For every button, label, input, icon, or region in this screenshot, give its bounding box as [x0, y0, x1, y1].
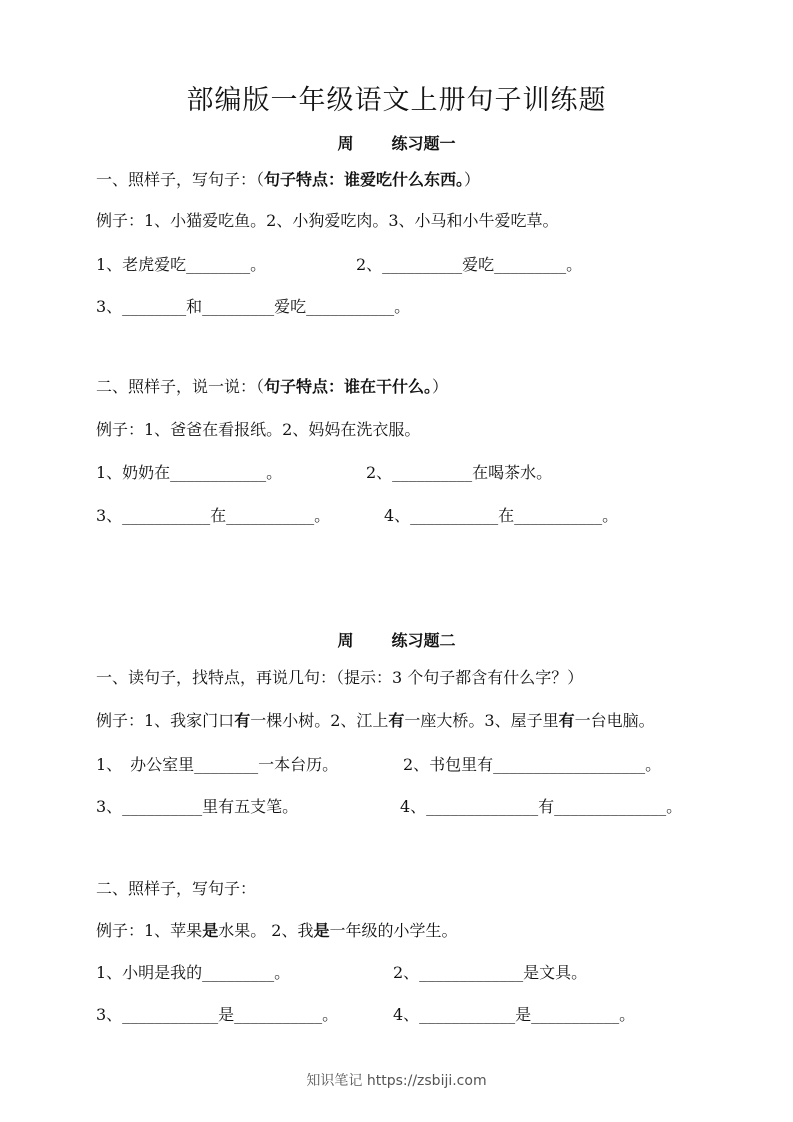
w1-s1-q1: 1、老虎爱吃________。: [96, 255, 267, 274]
w1-s1-q2: 2、__________爱吃_________。: [356, 255, 583, 274]
w2-s2-example: 例子：1、苹果是水果。 2、我是一年级的小学生。: [96, 921, 458, 940]
footer-watermark: 知识笔记 https://zsbiji.com: [306, 1073, 487, 1089]
w2-s1-q4: 4、______________有______________。: [400, 797, 683, 816]
page-title: 部编版一年级语文上册句子训练题: [186, 85, 607, 116]
exercise-label: 练习题一: [391, 134, 456, 153]
w2-s2-q1: 1、小明是我的_________。: [96, 963, 291, 982]
w1-s2-q1: 1、奶奶在____________。: [96, 463, 283, 482]
w2-s1-q3: 3、__________里有五支笔。: [96, 797, 299, 816]
w1-s2-example: 例子：1、爸爸在看报纸。2、妈妈在洗衣服。: [96, 420, 421, 439]
week2-heading: [0, 628, 793, 651]
w2-s2-prompt: 二、照样子，写句子：: [96, 879, 257, 898]
w1-s2-q2: 2、__________在喝茶水。: [366, 463, 553, 482]
w1-s1-example: 例子：1、小猫爱吃鱼。2、小狗爱吃肉。3、小马和小牛爱吃草。: [96, 211, 559, 230]
sentence-feature: 句子特点：谁在干什么。: [264, 377, 433, 396]
week1-heading: [0, 131, 793, 154]
w2-s2-q3: 3、____________是___________。: [96, 1005, 339, 1024]
w2-s1-prompt: 一、读句子，找特点，再说几句：（提示：3 个句子都含有什么字？）: [96, 668, 584, 687]
w1-s2-prompt: 二、照样子，说一说：（句子特点：谁在干什么。）: [96, 377, 449, 396]
week-label: 周: [337, 631, 354, 650]
sentence-feature: 句子特点：谁爱吃什么东西。: [264, 170, 465, 189]
exercise-label: 练习题二: [391, 631, 456, 650]
w1-s1-prompt: 一、照样子，写句子：（句子特点：谁爱吃什么东西。）: [96, 170, 481, 189]
w1-s1-q3: 3、________和_________爱吃___________。: [96, 297, 411, 316]
w2-s1-q2: 2、书包里有___________________。: [403, 755, 662, 774]
w2-s1-example: 例子：1、我家门口有一棵小树。2、江上有一座大桥。3、屋子里有一台电脑。: [96, 711, 655, 730]
w2-s2-q2: 2、_____________是文具。: [393, 963, 588, 982]
w2-s1-q1: 1、 办公室里________一本台历。: [96, 755, 339, 774]
w1-s2-q3: 3、___________在___________。: [96, 506, 331, 525]
w1-s2-q4: 4、___________在___________。: [384, 506, 619, 525]
week-label: 周: [337, 134, 354, 153]
w2-s2-q4: 4、____________是___________。: [393, 1005, 636, 1024]
